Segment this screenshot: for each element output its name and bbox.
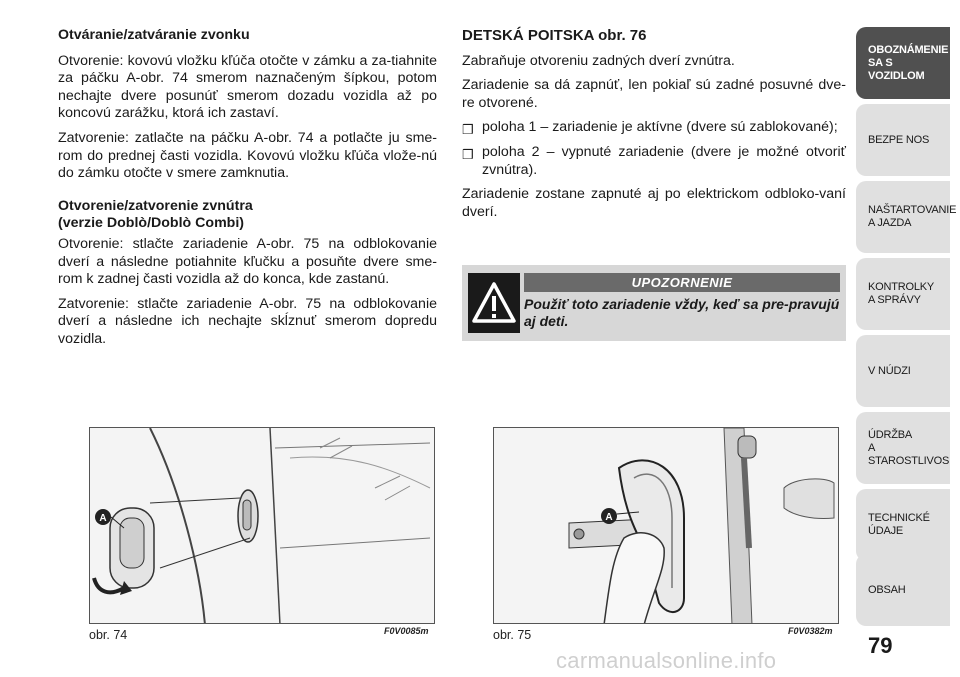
tab-safety[interactable] bbox=[856, 104, 950, 176]
tab-label-line1: NAŠTARTOVANIE bbox=[868, 204, 957, 216]
heading-child-lock bbox=[462, 27, 846, 45]
figure-74-caption: obr. 74 bbox=[89, 628, 128, 642]
paragraph-child-lock-note: Zariadenie zostane zapnuté aj po elektrickom odbloko-vaní dverí. bbox=[462, 186, 846, 220]
tab-label-line2: A SPRÁVY bbox=[868, 294, 921, 306]
right-column bbox=[462, 27, 846, 228]
figure-74-code: F0V0085m bbox=[384, 626, 429, 636]
heading-inside bbox=[58, 198, 437, 233]
warning-text: Použiť toto zariadenie vždy, keď sa pre-pravujú aj deti. bbox=[524, 296, 840, 329]
heading-outside: Otváranie/zatváranie zvonku bbox=[58, 27, 250, 43]
paragraph-outside-close: Zatvorenie: zatlačte na páčku A-obr. 74 a potlačte ju sme-rom do prednej časti vozidla. Kovovú vložku kľúča vlože-nú do zámku otočte v smere zamknutia. bbox=[58, 129, 437, 182]
heading-child-lock-ref: obr. 76 bbox=[598, 27, 647, 44]
watermark: carmanualsonline.info bbox=[556, 648, 777, 673]
bullet-position-1 bbox=[462, 119, 846, 137]
paragraph-child-lock-purpose: Zabraňuje otvoreniu zadných dverí zvnútra. bbox=[462, 52, 735, 69]
tab-label-line2: A STAROSTLIVOS bbox=[868, 441, 950, 467]
tab-label-line1: TECHNICKÉ bbox=[868, 512, 930, 524]
checkbox-bullet-icon: ❒ bbox=[462, 146, 474, 162]
bullet-position-1-text: poloha 1 – zariadenie je aktívne (dvere sú zablokované); bbox=[482, 119, 838, 136]
heading-inside-line2: (verzie Doblò/Doblò Combi) bbox=[58, 215, 245, 232]
warning-icon bbox=[468, 273, 520, 333]
checkbox-bullet-icon: ❒ bbox=[462, 122, 474, 138]
tab-label-line1: KONTROLKY bbox=[868, 281, 935, 293]
tab-maintenance[interactable] bbox=[856, 412, 950, 484]
tab-label-line1: ÚDRŽBA bbox=[868, 428, 913, 441]
paragraph-inside-close: Zatvorenie: stlačte zariadenie A-obr. 75 na odblokovanie dverí a následne ich nechajte skĺznuť smerom dopredu vozidla. bbox=[58, 295, 437, 347]
tab-label-line1: BEZPE NOS bbox=[868, 133, 930, 146]
tab-emergency[interactable] bbox=[856, 335, 950, 407]
paragraph-inside-open: Otvorenie: stlačte zariadenie A-obr. 75 na odblokovanie dverí a následne potiahnite kľučku a posuňte dvere sme-rom k zadnej časti vozidla až do konca, kde zastanú. bbox=[58, 235, 437, 288]
figure-75-code: F0V0382m bbox=[788, 626, 833, 636]
bullet-position-2-text: poloha 2 – vypnuté zariadenie (dvere je možné otvoriť zvnútra). bbox=[482, 143, 846, 178]
tab-label-line1: OBSAH bbox=[868, 583, 906, 596]
figure-74-label-a: A bbox=[99, 513, 107, 524]
figure-75-caption: obr. 75 bbox=[493, 628, 532, 642]
left-column bbox=[58, 27, 437, 356]
figure-75-inside-release bbox=[493, 427, 839, 624]
tab-getting-to-know[interactable] bbox=[856, 27, 950, 99]
tab-starting-driving[interactable] bbox=[856, 181, 957, 253]
paragraph-outside-open: Otvorenie: kovovú vložku kľúča otočte v zámku a za-tiahnite za páčku A-obr. 74 smerom naznačeným šípkou, potom nechajte dvere posunúť smerom dozadu vozidla až po koncovú zarážku, ktorá ich zastaví. bbox=[58, 52, 437, 122]
tab-label-line2: A JAZDA bbox=[868, 217, 912, 229]
tab-label-line1: OBOZNÁMENIE bbox=[868, 43, 949, 56]
tab-contents[interactable] bbox=[856, 554, 950, 626]
tab-technical-data[interactable] bbox=[856, 489, 950, 561]
section-tabs bbox=[846, 27, 960, 627]
tab-label-line2: ÚDAJE bbox=[868, 525, 904, 537]
page-number: 79 bbox=[868, 633, 893, 658]
warning-box bbox=[462, 265, 846, 341]
tab-warning-lights[interactable] bbox=[856, 258, 950, 330]
tab-label-line2: SA S VOZIDLOM bbox=[868, 56, 925, 82]
warning-title: UPOZORNENIE bbox=[524, 273, 840, 292]
figure-75-label-a: A bbox=[605, 512, 613, 523]
paragraph-child-lock-condition: Zariadenie sa dá zapnúť, len pokiaľ sú zadné posuvné dve-re otvorené. bbox=[462, 77, 846, 111]
figure-74-sliding-door-handle bbox=[89, 427, 435, 624]
tab-label-line1: V NÚDZI bbox=[868, 364, 911, 377]
bullet-position-2 bbox=[462, 144, 846, 179]
heading-child-lock-title: DETSKÁ POITSKA bbox=[462, 27, 594, 44]
heading-inside-line1: Otvorenie/zatvorenie zvnútra bbox=[58, 197, 253, 214]
